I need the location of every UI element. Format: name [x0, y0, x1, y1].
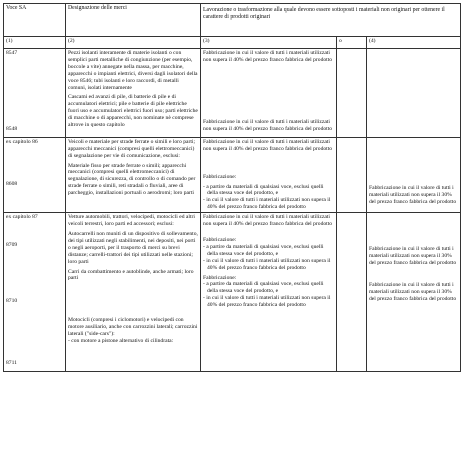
- row-description-cell: [66, 137, 201, 212]
- header-lavorazione: Lavorazione o trasformazione alla quale devono essere sottoposti i materiali non originari per ottenere il carattere di prodotti originari: [201, 4, 461, 37]
- row-description: Veicoli e materiale per strade ferrate o simili e loro parti; apparecchi meccanici (compresi quelli elettromeccanici) di segnalazione per vie di comunicazione, esclusi:: [68, 138, 196, 159]
- row-alt-cell: [367, 137, 461, 212]
- row-rule: Fabbricazione in cui il valore di tutti i materiali utilizzati non supera il 40% del prezzo franco fabbrica del prodotto: [203, 118, 333, 132]
- row-rule-condition: - a partire da materiali di qualsiasi voce, esclusi quelli della stessa voce del prodotto, e: [203, 243, 324, 257]
- column-number-2: (2): [66, 37, 201, 49]
- row-or-cell: [337, 137, 367, 212]
- row-rule-condition: - in cui il valore di tutti i materiali utilizzati non supera il 40% del prezzo franco fabbrica del prodotto: [203, 257, 331, 271]
- table-row: [4, 137, 461, 212]
- row-code-cell: [4, 213, 66, 372]
- row-code: 8608: [6, 180, 18, 187]
- row-description: Vetture automobili, trattori, velocipedi, motocicli ed altri veicoli terrestri, loro parti ed accessori; esclusi:: [68, 214, 195, 228]
- table-header-row: [4, 4, 461, 37]
- table-row: [4, 49, 461, 138]
- row-rule-condition: - a partire da materiali di qualsiasi voce, esclusi quelli della stessa voce del prodotto, e: [203, 183, 324, 197]
- row-code: ex capitolo 87: [6, 214, 38, 221]
- row-code: 8547: [6, 50, 18, 56]
- row-rule: Fabbricazione in cui il valore di tutti i materiali utilizzati non supera il 40% del prezzo franco fabbrica del prodotto: [203, 50, 333, 63]
- row-alt-rule: Fabbricazione in cui il valore di tutti i materiali utilizzati non supera il 30% del prezzo franco fabbrica del prodotto: [369, 246, 457, 266]
- table-row: [4, 213, 461, 372]
- column-number-4: (4): [367, 37, 461, 49]
- row-rule-heading: Fabbricazione:: [203, 274, 237, 281]
- row-rule-condition: - in cui il valore di tutti i materiali utilizzati non supera il 40% del prezzo franco fabbrica del prodotto: [203, 295, 331, 309]
- row-description: Pezzi isolanti interamente di materie isolanti o con semplici parti metalliche di congiunzione (per esempio, boccole a vite) annegate nella massa, per macchine, apparecchi o impianti elettrici, diversi dagli isolatori della voce 8546; tubi isolanti e loro raccordi, di metalli comuni, isolati internamente: [68, 50, 198, 91]
- row-code: 8710: [6, 297, 18, 304]
- row-rule-cell: [201, 213, 337, 372]
- column-number-3: (3): [201, 37, 337, 49]
- column-number-row: [4, 37, 461, 49]
- row-code: 8709: [6, 242, 18, 249]
- row-code: 8711: [6, 359, 17, 366]
- row-code: 8548: [6, 125, 18, 132]
- header-voce-sa: Voce SA: [4, 4, 66, 37]
- row-description-sub: - con motore a pistone alternativo di cilindrata:: [68, 338, 174, 345]
- row-description: Materiale fisso per strade ferrate o simili; apparecchi meccanici (compresi quelli elettromeccanici) di segnalazione, di sicurezza, di controllo o di comando per strade ferrate o simili, reti stradali o fluviali, aree di parcheggio, installazioni portuali o aerodromi; loro parti: [68, 162, 196, 197]
- row-or-cell: [337, 49, 367, 138]
- row-description: Autocarrelli non muniti di un dispositivo di sollevamento, dei tipi utilizzati negli stabilimenti, nei depositi, nei porti o negli aeroporti, per il trasporto di merci su brevi distanze; carrelli-trattori dei tipi utilizzati nelle stazioni; loro parti: [68, 230, 198, 265]
- row-description: Cascami ed avanzi di pile, di batterie di pile e di accumulatori elettrici; pile e batterie di pile elettriche fuori uso e accumulatori elettrici fuori uso; parti elettriche di macchine o di apparecchi, non nominate nè comprese altrove in questo capitolo: [68, 94, 198, 129]
- row-rule-cell: [201, 49, 337, 138]
- column-number-or: o: [337, 37, 367, 49]
- row-rule: Fabbricazione in cui il valore di tutti i materiali utilizzati non supera il 40% del prezzo franco fabbrica del prodotto: [203, 214, 333, 228]
- row-or-cell: [337, 213, 367, 372]
- row-code-cell: [4, 49, 66, 138]
- row-alt-rule: Fabbricazione in cui il valore di tutti i materiali utilizzati non supera il 30% del prezzo franco fabbrica del prodotto: [369, 184, 457, 205]
- row-rule: Fabbricazione in cui il valore di tutti i materiali utilizzati non supera il 40% del prezzo franco fabbrica del prodotto: [203, 138, 333, 152]
- row-rule-condition: - in cui il valore di tutti i materiali utilizzati non supera il 40% del prezzo franco fabbrica del prodotto: [203, 197, 331, 211]
- column-number-1: (1): [4, 37, 66, 49]
- row-alt-rule: Fabbricazione in cui il valore di tutti i materiali utilizzati non supera il 30% del prezzo franco fabbrica del prodotto: [369, 281, 457, 302]
- row-code: ex capitolo 86: [6, 138, 38, 145]
- row-description-cell: [66, 213, 201, 372]
- row-alt-cell: [367, 213, 461, 372]
- row-rule-condition: - a partire da materiali di qualsiasi voce, esclusi quelli della stessa voce del prodotto, e: [203, 281, 324, 295]
- header-designazione: Designazione delle merci: [66, 4, 201, 37]
- row-rule-cell: [201, 137, 337, 212]
- row-alt-cell: [367, 49, 461, 138]
- row-rule-heading: Fabbricazione:: [203, 236, 237, 243]
- row-rule-heading: Fabbricazione:: [203, 173, 237, 180]
- row-description-cell: [66, 49, 201, 138]
- row-code-cell: [4, 137, 66, 212]
- row-description: Motocicli (compresi i ciclomotori) e velocipedi con motore ausiliario, anche con carrozzini laterali; carrozzini laterali ("side-cars"):: [68, 317, 198, 338]
- row-description: Carri da combattimento e autoblinde, anche armati; loro parti: [68, 268, 194, 282]
- origin-rules-table: [3, 3, 461, 372]
